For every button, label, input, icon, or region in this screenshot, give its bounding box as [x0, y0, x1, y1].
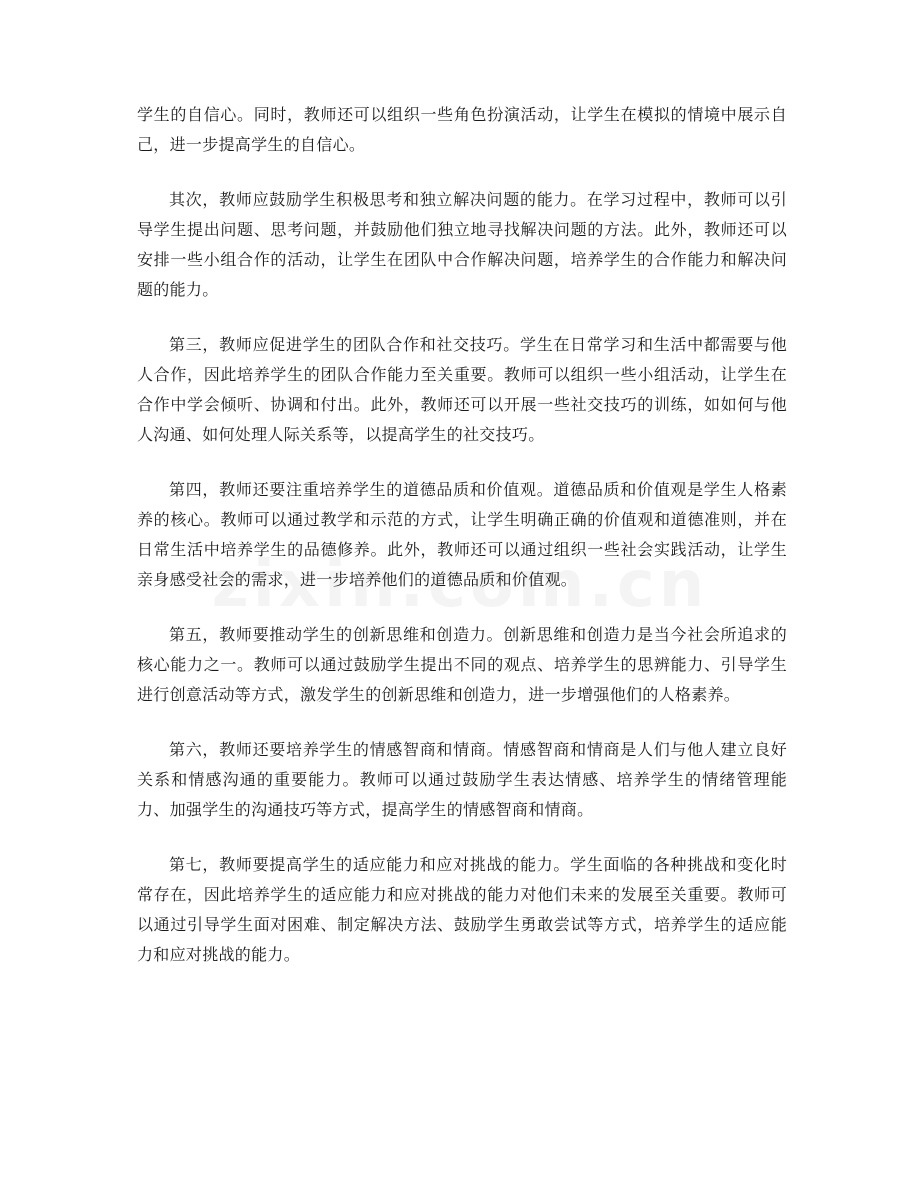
- paragraph-third-point: 第三，教师应促进学生的团队合作和社交技巧。学生在日常学习和生活中都需要与他人合作，因此培养学生的团队合作能力至关重要。教师可以组织一些小组活动，让学生在合作中学会倾听、协调和付出。此外，教师还可以开展一些社交技巧的训练，如如何与他人沟通、如何处理人际关系等，以提高学生的社交技巧。: [137, 335, 787, 444]
- paragraph-seventh-point: 第七，教师要提高学生的适应能力和应对挑战的能力。学生面临的各种挑战和变化时常存在，因此培养学生的适应能力和应对挑战的能力对他们未来的发展至关重要。教师可以通过引导学生面对困难、制定解决方法、鼓励学生勇敢尝试等方式，培养学生的适应能力和应对挑战的能力。: [137, 855, 787, 964]
- paragraph-sixth-point: 第六，教师还要培养学生的情感智商和情商。情感智商和情商是人们与他人建立良好关系和情感沟通的重要能力。教师可以通过鼓励学生表达情感、培养学生的情绪管理能力、加强学生的沟通技巧等方式，提高学生的情感智商和情商。: [137, 740, 787, 819]
- document-body: [137, 100, 787, 995]
- paragraph-fifth-point: 第五，教师要推动学生的创新思维和创造力。创新思维和创造力是当今社会所追求的核心能力之一。教师可以通过鼓励学生提出不同的观点、培养学生的思辨能力、引导学生进行创意活动等方式，激发学生的创新思维和创造力，进一步增强他们的人格素养。: [137, 625, 787, 704]
- paragraph-second-point: 其次，教师应鼓励学生积极思考和独立解决问题的能力。在学习过程中，教师可以引导学生提出问题、思考问题，并鼓励他们独立地寻找解决问题的方法。此外，教师还可以安排一些小组合作的活动，让学生在团队中合作解决问题，培养学生的合作能力和解决问题的能力。: [137, 190, 787, 299]
- paragraph-continuation: 学生的自信心。同时，教师还可以组织一些角色扮演活动，让学生在模拟的情境中展示自己，进一步提高学生的自信心。: [137, 105, 787, 154]
- paragraph-fourth-point: 第四，教师还要注重培养学生的道德品质和价值观。道德品质和价值观是学生人格素养的核心。教师可以通过教学和示范的方式，让学生明确正确的价值观和道德准则，并在日常生活中培养学生的品德修养。此外，教师还可以通过组织一些社会实践活动，让学生亲身感受社会的需求，进一步培养他们的道德品质和价值观。: [137, 480, 787, 589]
